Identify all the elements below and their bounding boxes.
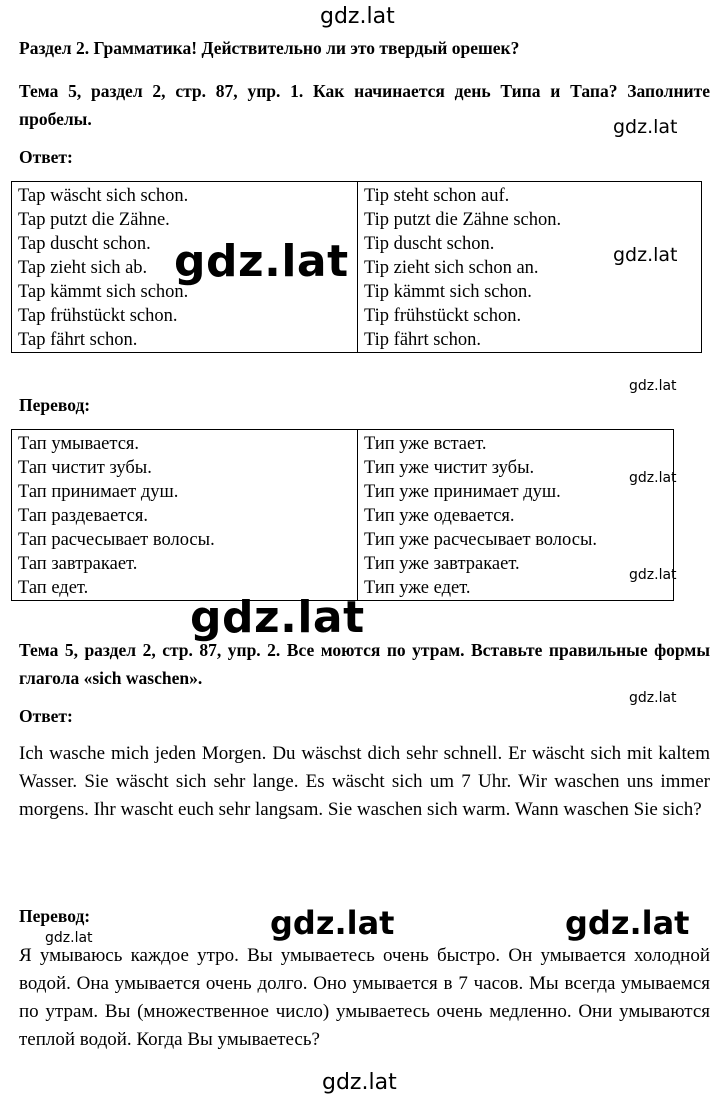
table-line: Tap zieht sich ab. xyxy=(18,258,148,278)
answer-table xyxy=(11,181,702,353)
table-line: Tip frühstückt schon. xyxy=(364,306,522,326)
table-line: Tip kämmt sich schon. xyxy=(364,282,532,302)
table-line: Тап чистит зубы. xyxy=(18,458,152,478)
watermark-large: gdz.lat xyxy=(565,904,690,942)
watermark: gdz.lat xyxy=(629,470,677,486)
translation-table-left-column xyxy=(12,430,358,601)
watermark: gdz.lat xyxy=(629,378,677,394)
table-line: Тип уже чистит зубы. xyxy=(364,458,535,478)
translation-table xyxy=(11,429,674,601)
answer-table-left-column xyxy=(12,182,358,353)
table-line: Тип уже расчесывает волосы. xyxy=(364,530,598,550)
watermark: gdz.lat xyxy=(613,244,678,266)
watermark-large: gdz.lat xyxy=(174,236,349,287)
table-line: Tip fährt schon. xyxy=(364,330,481,350)
table-line: Тип уже завтракает. xyxy=(364,554,520,574)
table-line: Тап раздевается. xyxy=(18,506,148,526)
table-line: Tip steht schon auf. xyxy=(364,186,510,206)
task2-heading: Тема 5, раздел 2, стр. 87, упр. 2. Все моются по утрам. Вставьте правильные формы глагола «sich waschen». xyxy=(19,640,710,688)
table-line: Tip duscht schon. xyxy=(364,234,495,254)
table-line: Tip putzt die Zähne schon. xyxy=(364,210,562,230)
watermark: gdz.lat xyxy=(613,116,678,138)
watermark: gdz.lat xyxy=(45,930,93,946)
answer-table-right-column xyxy=(358,182,702,353)
table-line: Тап расчесывает волосы. xyxy=(18,530,215,550)
table-line: Тип уже принимает душ. xyxy=(364,482,561,502)
table-line: Тип уже одевается. xyxy=(364,506,515,526)
watermark-large: gdz.lat xyxy=(190,592,365,643)
task2-answer-text: Ich wasche mich jeden Morgen. Du wäschst dich sehr schnell. Er wäscht sich mit kaltem Wasser. Sie wäscht sich sehr lange. Es wäscht sich um 7 Uhr. Wir waschen uns immer morgens. Ihr wascht euch sehr langsam. Sie waschen sich warm. Wann waschen Sie sich? xyxy=(19,743,710,820)
table-line: Тап едет. xyxy=(18,578,89,598)
table-line: Тап принимает душ. xyxy=(18,482,179,502)
task2-translation-text: Я умываюсь каждое утро. Вы умываетесь очень быстро. Он умывается холодной водой. Она умывается очень долго. Оно умывается в 7 часов. Мы всегда умываемся по утрам. Вы (множественное число) умываетесь очень медленно. Они умываются теплой водой. Когда Вы умываетесь? xyxy=(19,945,710,1050)
section-title: Раздел 2. Грамматика! Действительно ли это твердый орешек? xyxy=(19,38,520,58)
watermark-bottom: gdz.lat xyxy=(322,1070,397,1095)
table-line: Tap fährt schon. xyxy=(18,330,138,350)
table-line: Тап умывается. xyxy=(18,434,140,454)
table-line: Tap duscht schon. xyxy=(18,234,151,254)
table-line: Тип уже встает. xyxy=(364,434,487,454)
task1-answer-label: Ответ: xyxy=(19,147,73,167)
table-line: Tap wäscht sich schon. xyxy=(18,186,189,206)
table-line: Tip zieht sich schon an. xyxy=(364,258,539,278)
table-line: Tap frühstückt schon. xyxy=(18,306,178,326)
table-line: Тап завтракает. xyxy=(18,554,138,574)
task2-answer-label: Ответ: xyxy=(19,706,73,726)
task1-heading: Тема 5, раздел 2, стр. 87, упр. 1. Как начинается день Типа и Тапа? Заполните пробелы. xyxy=(19,81,710,129)
watermark-large: gdz.lat xyxy=(270,904,395,942)
table-line: Tap kämmt sich schon. xyxy=(18,282,189,302)
task1-translation-label: Перевод: xyxy=(19,395,91,415)
table-line: Тип уже едет. xyxy=(364,578,471,598)
watermark: gdz.lat xyxy=(629,567,677,583)
task2-translation-label: Перевод: xyxy=(19,906,91,926)
watermark-top: gdz.lat xyxy=(320,4,395,29)
watermark: gdz.lat xyxy=(629,690,677,706)
translation-table-right-column xyxy=(358,430,674,601)
table-line: Tap putzt die Zähne. xyxy=(18,210,170,230)
